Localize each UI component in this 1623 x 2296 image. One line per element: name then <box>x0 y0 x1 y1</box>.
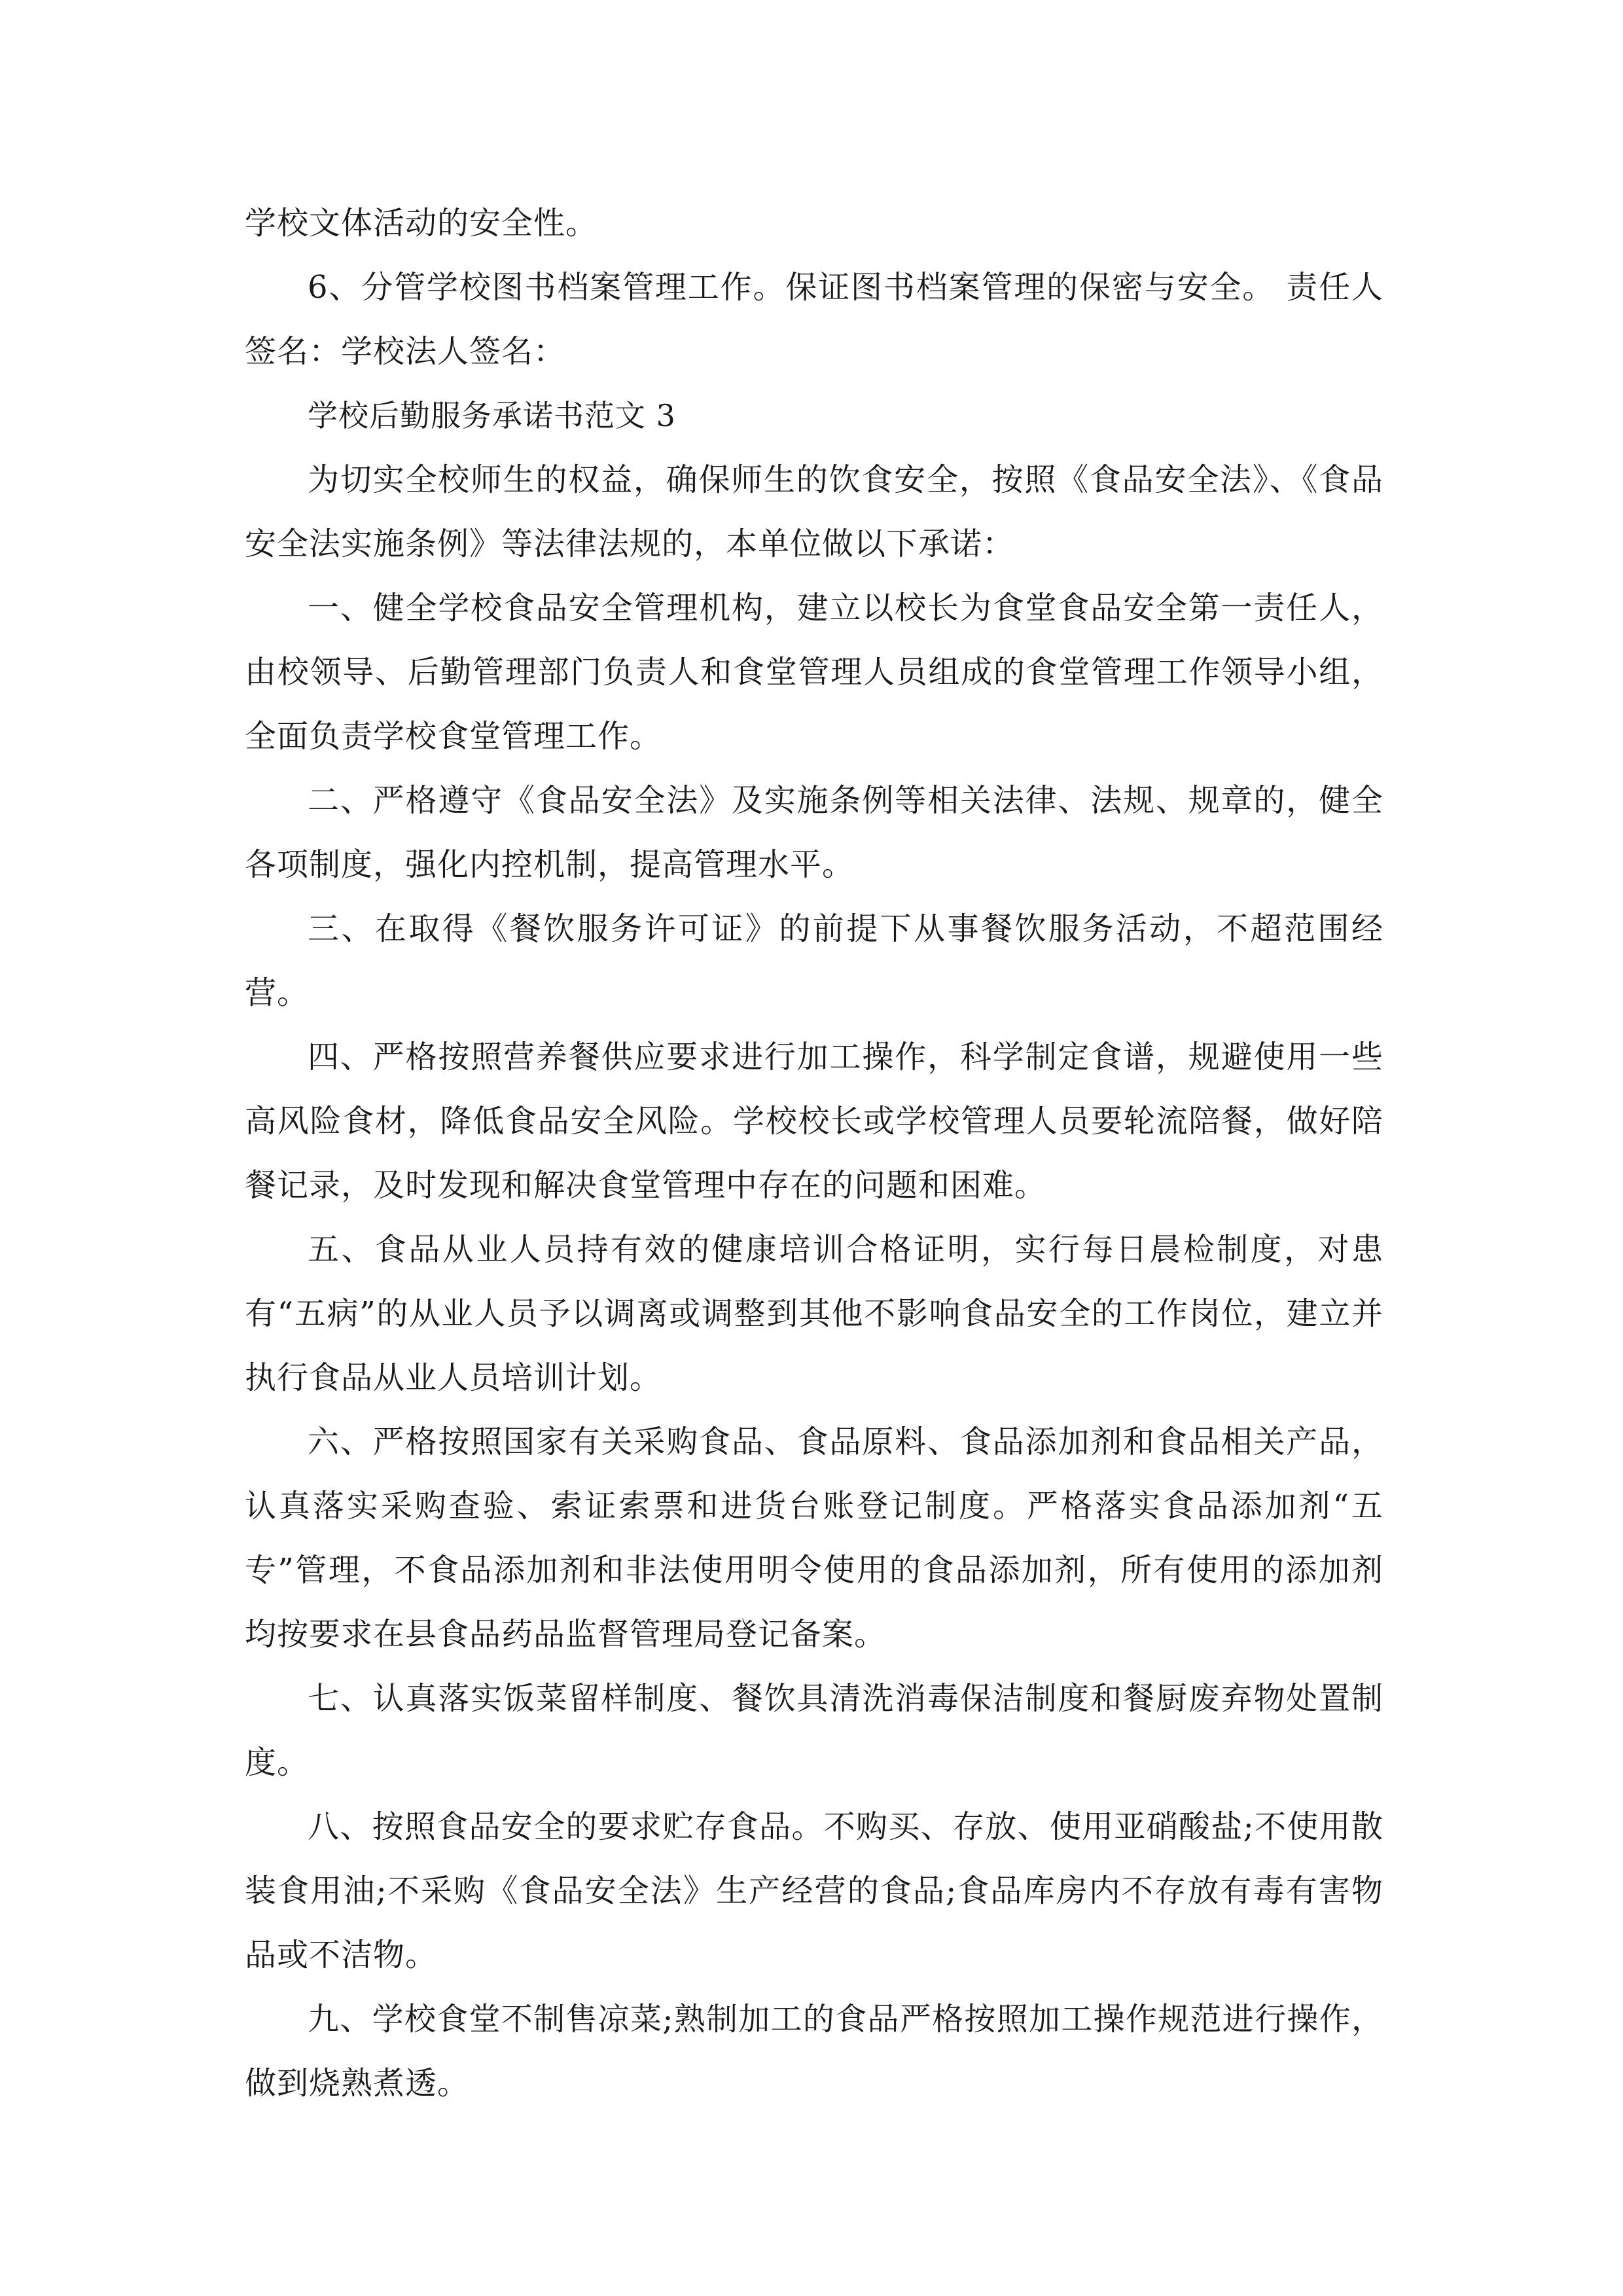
paragraph-intro: 为切实全校师生的权益，确保师生的饮食安全，按照《食品安全法》、《食品安全法实施条例》等法律法规的，本单位做以下承诺： <box>245 461 1383 562</box>
paragraph-continuation: 学校文体活动的安全性。 <box>245 205 598 242</box>
paragraph-item-3: 三、在取得《餐饮服务许可证》的前提下从事餐饮服务活动，不超范围经营。 <box>245 910 1383 1011</box>
paragraph-item-6: 六、严格按照国家有关采购食品、食品原料、食品添加剂和食品相关产品，认真落实采购查验、索证索票和进货台账登记制度。严格落实食品添加剂“五专”管理，不食品添加剂和非法使用明令使用的食品添加剂，所有使用的添加剂均按要求在县食品药品监督管理局登记备案。 <box>245 1424 1383 1653</box>
paragraph-item-8: 八、按照食品安全的要求贮存食品。不购买、存放、使用亚硝酸盐;不使用散装食用油;不采购《食品安全法》生产经营的食品;食品库房内不存放有毒有害物品或不洁物。 <box>245 1808 1383 1973</box>
document-body <box>245 191 1383 2115</box>
paragraph-item-2: 二、严格遵守《食品安全法》及实施条例等相关法律、法规、规章的，健全各项制度，强化内控机制，提高管理水平。 <box>245 782 1383 883</box>
paragraph-item-6-signature: 6、分管学校图书档案管理工作。保证图书档案管理的保密与安全。 责任人签名：学校法人签名： <box>245 269 1383 370</box>
paragraph-item-5: 五、食品从业人员持有效的健康培训合格证明，实行每日晨检制度，对患有“五病”的从业人员予以调离或调整到其他不影响食品安全的工作岗位，建立并执行食品从业人员培训计划。 <box>245 1231 1383 1396</box>
paragraph-item-1: 一、健全学校食品安全管理机构，建立以校长为食堂食品安全第一责任人，由校领导、后勤管理部门负责人和食堂管理人员组成的食堂管理工作领导小组，全面负责学校食堂管理工作。 <box>245 590 1383 755</box>
section-title: 学校后勤服务承诺书范文 3 <box>308 398 676 433</box>
paragraph-item-9: 九、学校食堂不制售凉菜;熟制加工的食品严格按照加工操作规范进行操作，做到烧熟煮透。 <box>245 2001 1383 2102</box>
paragraph-item-7: 七、认真落实饭菜留样制度、餐饮具清洗消毒保洁制度和餐厨废弃物处置制度。 <box>245 1680 1383 1781</box>
paragraph-item-4: 四、严格按照营养餐供应要求进行加工操作，科学制定食谱，规避使用一些高风险食材，降低食品安全风险。学校校长或学校管理人员要轮流陪餐，做好陪餐记录，及时发现和解决食堂管理中存在的问题和困难。 <box>245 1039 1383 1204</box>
